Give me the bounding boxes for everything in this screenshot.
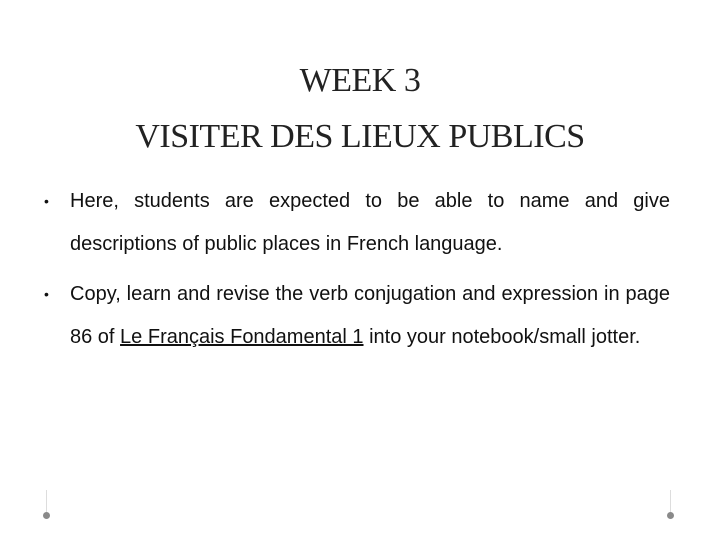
- bullet-list: [44, 180, 670, 359]
- book-title: Le Français Fondamental 1: [120, 326, 364, 348]
- corner-line-right: [670, 490, 671, 512]
- slide-title-week: WEEK 3: [299, 62, 421, 99]
- bullet-marker: •: [44, 286, 49, 302]
- corner-dot-right: [667, 512, 674, 519]
- bullet-text-after: into your notebook/small jotter.: [363, 326, 641, 348]
- bullet-text: Here, students are expected to be able to name and give descriptions of public places in French language.: [70, 190, 670, 255]
- corner-dot-left: [43, 512, 50, 519]
- bullet-text-before: Copy, learn and revise the verb conjugation and expression in page 86 of: [70, 283, 670, 348]
- slide-title-topic: VISITER DES LIEUX PUBLICS: [135, 118, 585, 155]
- bullet-marker: •: [44, 193, 49, 209]
- corner-line-left: [46, 490, 47, 512]
- bullet-item: [44, 273, 670, 359]
- bullet-item: [44, 180, 670, 266]
